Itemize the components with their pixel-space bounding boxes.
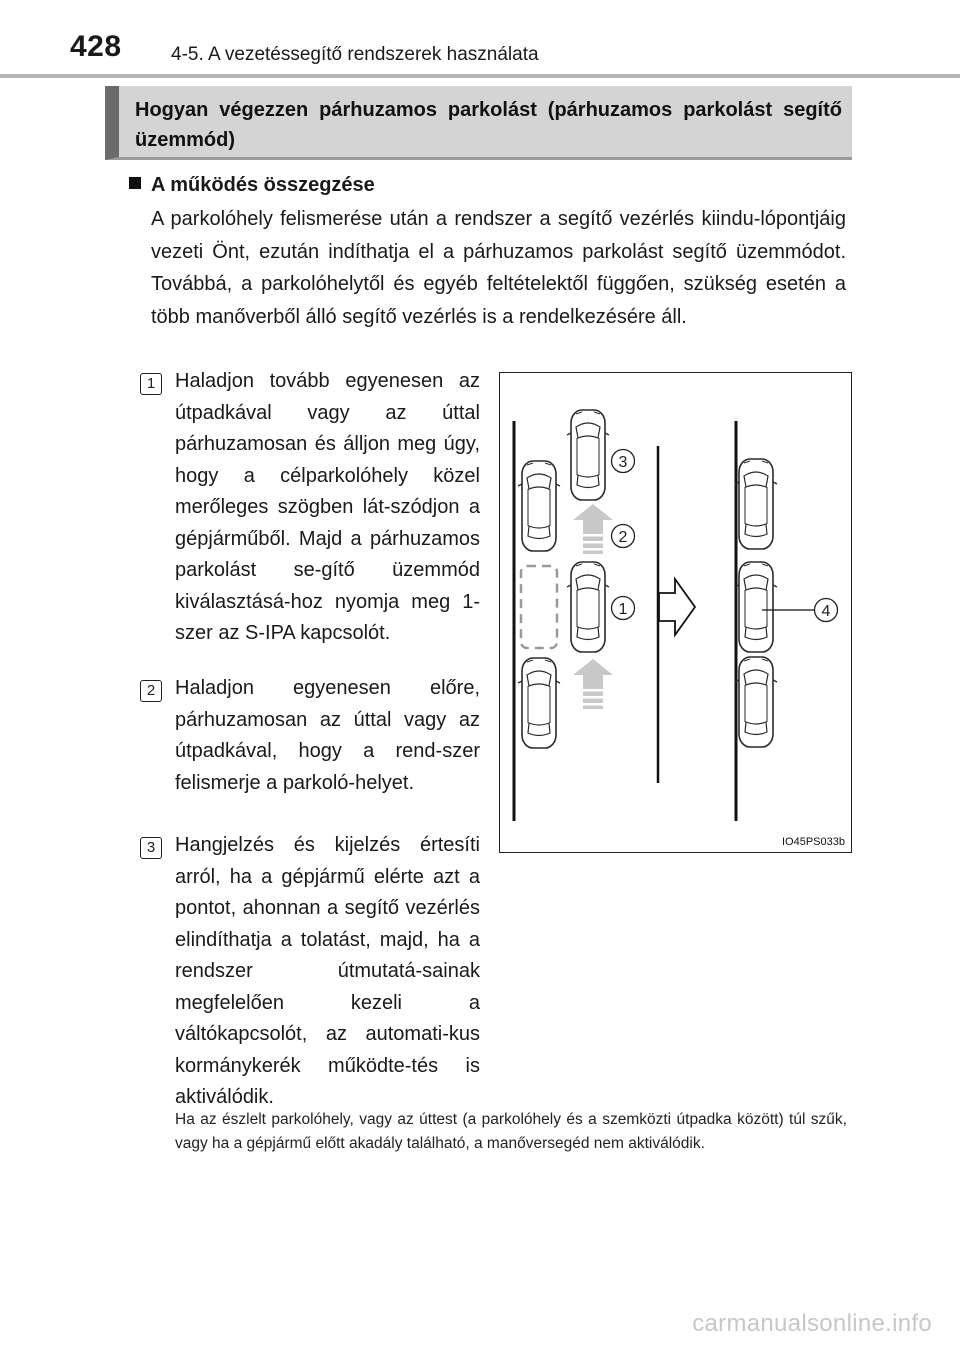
callout-1 — [612, 597, 635, 620]
step-number-badge: 3 — [140, 837, 162, 859]
parked-car-icon — [518, 658, 560, 748]
parked-car-icon — [518, 461, 560, 551]
vehicle-position-1-icon — [567, 562, 609, 652]
callout-2 — [612, 525, 635, 548]
parking-diagram-illustration — [500, 373, 853, 854]
subsection-heading-text: A működés összegzése — [151, 174, 375, 196]
section-title-box — [105, 86, 852, 160]
parking-diagram — [499, 372, 852, 853]
vehicle-position-4-icon — [735, 562, 777, 652]
note-paragraph: Ha az észlelt parkolóhely, vagy az úttest (a parkolóhely és a szemközti útpadka között) túl szűk, vagy ha a gépjármű előtt akadály található, a manőversegéd nem aktiválódik. — [175, 1111, 847, 1152]
callout-label: 1 — [618, 601, 628, 618]
parked-car-icon — [735, 657, 777, 747]
header-divider — [0, 74, 960, 78]
step-text: Haladjon tovább egyenesen az útpadkával vagy az úttal párhuzamosan és álljon meg úgy, hogy a célparkolóhely közel merőleges szögben lát-szódjon a gépjárműből. Majd a párhuzamos parkolást se-gítő üzemmód kiválasztásá-hoz nyomja meg 1-szer az S-IPA kapcsolót. — [175, 370, 480, 644]
callout-label: 4 — [821, 603, 831, 620]
step-number-badge: 1 — [140, 373, 162, 395]
page-number: 428 — [70, 30, 122, 63]
chapter-title: 4-5. A vezetéssegítő rendszerek használata — [171, 44, 539, 65]
callout-label: 3 — [618, 454, 628, 471]
callout-3 — [612, 450, 635, 473]
watermark: carmanualsonline.info — [692, 1310, 932, 1337]
callout-4 — [815, 599, 838, 622]
parked-car-icon — [735, 459, 777, 549]
square-bullet-icon — [129, 177, 141, 189]
callout-label: 2 — [618, 529, 628, 546]
vehicle-position-3-icon — [567, 410, 609, 500]
forward-arrow-icon — [573, 659, 613, 709]
step-text: Hangjelzés és kijelzés értesíti arról, ha a gépjármű elérte azt a pontot, ahonnan a segítő vezérlés elindíthatja a tolatást, majd, ha a rendszer útmutatá-sainak megfelelően kezeli a váltókapcsolót, az automati-kus kormánykerék működte-tés is aktiválódik. — [175, 834, 480, 1108]
step-text: Haladjon egyenesen előre, párhuzamosan az úttal vagy az útpadkával, hogy a rend-szer felismerje a parkoló-helyet. — [175, 677, 480, 794]
step-number-badge: 2 — [140, 680, 162, 702]
step-3 — [140, 830, 480, 1114]
subsection-heading — [129, 174, 375, 197]
step-1 — [140, 366, 480, 650]
target-parking-space — [521, 566, 557, 648]
step-2 — [140, 673, 480, 799]
intro-paragraph: A parkolóhely felismerése után a rendszer a segítő vezérlés kiindu-lópontjáig vezeti Önt, ezután indíthatja el a párhuzamos parkolást segítő üzemmódot. Továbbá, a parkolóhelytől és egyéb feltételektől függően, szükség esetén a több manőverből álló segítő vezérlés is a rendelkezésére áll. — [151, 208, 846, 328]
forward-arrow-icon — [573, 504, 613, 554]
right-arrow-icon — [659, 579, 695, 635]
figure-code: IO45PS033b — [782, 836, 845, 848]
section-title: Hogyan végezzen párhuzamos parkolást (párhuzamos parkolást segítő üzemmód) — [135, 99, 842, 151]
